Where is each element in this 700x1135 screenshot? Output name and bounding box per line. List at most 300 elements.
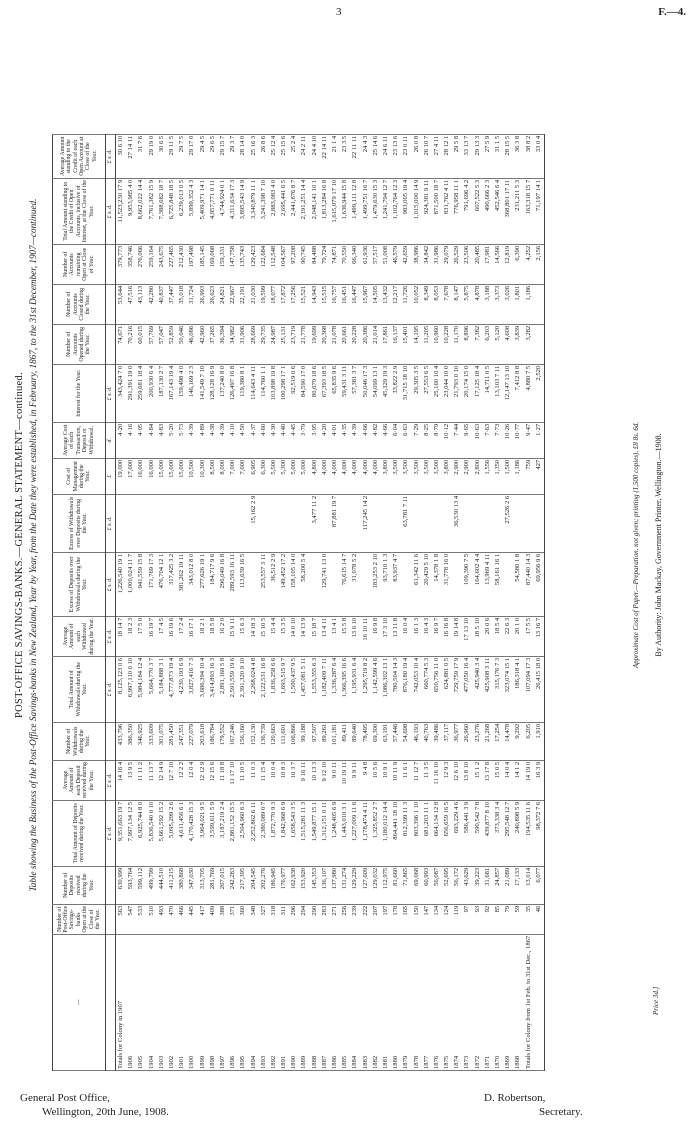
table-cell: 22 6 3 — [503, 616, 513, 656]
table-cell: 43,629 — [462, 866, 472, 904]
table-cell: 4·01 — [330, 422, 340, 458]
table-cell: 179,552 — [218, 722, 228, 760]
table-cell: 17,981 — [483, 244, 493, 284]
table-cell: 152,130 — [248, 722, 258, 760]
column-header: Total Amount of Deposits received during the Year. — [53, 800, 106, 866]
table-cell: 439,877 8 10 — [483, 800, 493, 866]
table-cell: 31,724 — [187, 284, 197, 324]
column-header: Excess of Withdrawals over Deposits during the Year. — [53, 494, 106, 552]
table-cell: 3,500 — [432, 458, 442, 494]
table-cell: 21,089 — [503, 866, 513, 904]
table-cell: 1,500 — [503, 458, 513, 494]
table-cell: 141,549 7 10 — [198, 364, 208, 422]
table-cell: 35 — [524, 904, 534, 934]
table-cell: 4,744,924 0 1 — [218, 178, 228, 244]
table-cell: 38,986 — [411, 244, 421, 284]
table-cell: 12,217 — [391, 284, 401, 324]
table-cell: 53,644 — [116, 284, 127, 324]
table-cell: 2,591,559 19 6 — [228, 656, 238, 722]
table-cell: 7·29 — [411, 422, 421, 458]
table-cell: 54,099 13 1 — [371, 364, 381, 422]
table-cell: 6,239,013 0 5 — [177, 178, 187, 244]
table-cell: 10,500 — [187, 458, 197, 494]
table-cell: 1,553,355 6 3 — [310, 656, 320, 722]
table-cell: 3,964,021 9 5 — [198, 800, 208, 866]
table-cell: 4·37 — [248, 422, 258, 458]
table-cell: 36,512 2 9 — [269, 552, 279, 616]
table-cell: 16 0 4 — [401, 616, 411, 656]
table-cell — [228, 494, 238, 552]
table-cell — [534, 494, 545, 552]
table-cell: 5,836,540 0 10 — [147, 800, 157, 866]
table-cell: 470 — [167, 904, 177, 934]
table-cell: 137,980 — [330, 866, 340, 904]
table-cell: 3,839 — [513, 324, 523, 364]
table-cell: 14,943 — [310, 284, 320, 324]
table-cell: 57,047 — [157, 324, 167, 364]
table-cell: 315,176 7 3 — [493, 656, 503, 722]
table-cell: 347,030 — [187, 866, 197, 904]
table-cell: 291,391 19 0 — [126, 364, 136, 422]
table-cell: 89,640 — [350, 722, 360, 760]
table-cell: 411,215 — [167, 866, 177, 904]
table-cell: 17,125 18 4 — [473, 364, 483, 422]
table-row — [411, 134, 421, 1070]
row-label: 1881 — [381, 934, 391, 1070]
table-cell: 533 — [136, 904, 146, 934]
table-cell: 90,745 — [299, 244, 309, 284]
table-cell: 22,967 — [228, 284, 238, 324]
table-cell — [279, 494, 289, 552]
table-cell: 1,499,111 12 8 — [350, 178, 360, 244]
table-cell: 78,495 — [361, 722, 371, 760]
table-cell: 100,298 17 1 — [279, 364, 289, 422]
table-cell: 240,898 5 9 — [513, 800, 523, 866]
unit-cell — [106, 934, 116, 1070]
table-cell: 23 3 5 — [340, 134, 350, 178]
row-label: 1870 — [493, 934, 503, 1070]
table-cell: 16 16 8 — [442, 616, 452, 656]
table-cell: 1,457,081 5 11 — [299, 656, 309, 722]
table-cell: 18,077 — [269, 284, 279, 324]
table-cell: 136,739 — [259, 722, 269, 760]
table-cell: 36 3 8 — [513, 134, 523, 178]
table-cell: 31,715 18 10 — [401, 364, 411, 422]
table-cell: 924,381 9 11 — [422, 178, 432, 244]
table-cell: 159,331 — [218, 244, 228, 284]
table-cell: 10 5 6 — [371, 760, 381, 800]
table-cell: 742,053 10 4 — [411, 656, 421, 722]
row-label: 1879 — [401, 934, 411, 1070]
table-cell — [462, 494, 472, 552]
table-cell — [381, 494, 391, 552]
column-header: Interest for the Year. — [53, 364, 106, 422]
table-cell: 25,131 — [279, 324, 289, 364]
table-cell: 3,895,543 14 9 — [238, 178, 248, 244]
table-cell: 2,881,152 15 5 — [228, 800, 238, 866]
table-cell: 33,822 2 9 — [391, 364, 401, 422]
row-label: 1896 — [228, 934, 238, 1070]
table-cell: 14 1 2 — [513, 760, 523, 800]
table-cell: 204,545 — [248, 866, 258, 904]
column-header: Average Amount of each Deposit received during the Year. — [53, 760, 106, 800]
unit-cell: £ s. d. — [106, 494, 116, 552]
row-label: 1903 — [157, 934, 167, 1070]
table-cell: 14 16 4 — [116, 760, 127, 800]
table-cell: 17 13 10 — [462, 616, 472, 656]
table-cell: 10·77 — [513, 422, 523, 458]
row-label: 1890 — [289, 934, 299, 1070]
table-cell: 433,796 — [116, 722, 127, 760]
table-cell: 36,394 — [218, 324, 228, 364]
table-cell: 74,871 — [330, 244, 340, 284]
table-cell: 4·89 — [198, 422, 208, 458]
table-cell: 1,312,151 0 11 — [320, 800, 330, 866]
table-cell: 136,107 — [320, 866, 330, 904]
table-cell: 864,441 18 10 — [391, 800, 401, 866]
column-header: Number of Accounts Closed during the Year. — [53, 284, 106, 324]
table-cell: 7,678 — [442, 284, 452, 324]
table-cell: 1,195,931 6 4 — [350, 656, 360, 722]
table-cell: 20,429 5 10 — [422, 552, 432, 616]
row-label: 1873 — [462, 934, 472, 1070]
table-cell: 3,187,219 2 4 — [218, 800, 228, 866]
table-cell: 163,318 15 7 — [524, 178, 534, 244]
table-cell: 24,821 — [218, 284, 228, 324]
table-cell: 3,500 — [411, 458, 421, 494]
table-cell: 56,087 — [432, 866, 442, 904]
signatory-name: D. Robertson, — [484, 1092, 546, 1104]
table-cell: 941,559 15 8 — [136, 552, 146, 616]
table-cell — [340, 494, 350, 552]
table-cell: 89,261 — [320, 722, 330, 760]
table-cell — [411, 494, 421, 552]
table-cell: 16 9 7 — [432, 616, 442, 656]
table-cell: 14,711 0 5 — [483, 364, 493, 422]
table-cell: 194,535 11 6 — [524, 800, 534, 866]
table-cell: 4·39 — [350, 422, 360, 458]
table-cell: 12 14 9 — [157, 760, 167, 800]
table-cell: 124 — [442, 904, 452, 934]
table-cell: 14,378 1 8 — [432, 552, 442, 616]
table-cell: 27 14 11 — [126, 134, 136, 178]
table-cell: 93,710 1 3 — [381, 552, 391, 616]
table-cell: 38 8 2 — [524, 134, 534, 178]
table-cell: 222 — [361, 904, 371, 934]
table-cell: 327 — [259, 904, 269, 934]
table-cell: 80,679 18 6 — [310, 364, 320, 422]
table-cell: 92 — [483, 904, 493, 934]
table-cell: 167,143 19 4 — [167, 364, 177, 422]
table-cell: 4,880 7 5 — [524, 364, 534, 422]
table-cell: 11 11 2 — [136, 760, 146, 800]
table-cell: 21,030 — [248, 284, 258, 324]
table-cell: 6,925,744 8 0 — [136, 800, 146, 866]
row-label: 1883 — [361, 934, 371, 1070]
table-cell: 162,938 — [289, 866, 299, 904]
table-cell: 87,440 14 3 — [524, 552, 534, 616]
table-cell: 15 18 7 — [310, 616, 320, 656]
table-cell: 31 7 6 — [136, 134, 146, 178]
table-cell: 3,500 — [391, 458, 401, 494]
table-cell: 79,724 — [320, 244, 330, 284]
table-cell: 21 1 4 — [330, 134, 340, 178]
table-cell: 23 13 6 — [391, 134, 401, 178]
office-line-2: Wellington, 20th June, 1908. — [42, 1106, 169, 1118]
table-cell: 27,526 2 6 — [503, 494, 513, 552]
table-cell: 4·66 — [381, 422, 391, 458]
row-label: 1892 — [269, 934, 279, 1070]
table-cell: 16,137 — [391, 324, 401, 364]
table-cell: 14 18 3 — [248, 616, 258, 656]
table-cell: 290 — [310, 904, 320, 934]
table-cell: 4·20 — [320, 422, 330, 458]
table-cell: 3,188 — [483, 284, 493, 324]
table-cell: 61,936 — [361, 244, 371, 284]
table-row — [116, 134, 127, 1070]
column-header: Number of Accounts remaining Open at Close of Year. — [53, 244, 106, 284]
table-cell: 12 15 6 — [208, 760, 218, 800]
table-cell: 28 15 5 — [503, 134, 513, 178]
office-line-1: General Post Office, — [20, 1092, 110, 1104]
table-cell: 4·84 — [147, 422, 157, 458]
table-cell: 7·73 — [493, 422, 503, 458]
table-cell: 212,430 — [177, 244, 187, 284]
table-cell: 6·04 — [391, 422, 401, 458]
table-cell — [361, 552, 371, 616]
table-cell — [371, 494, 381, 552]
table-cell: 200,930 6 4 — [147, 364, 157, 422]
table-cell: 7,000 — [228, 458, 238, 494]
table-cell: 29 4 5 — [198, 134, 208, 178]
table-cell: 3,686,394 10 4 — [198, 656, 208, 722]
table-cell: 28,669 — [248, 324, 258, 364]
table-cell: 10,052 — [411, 284, 421, 324]
table-cell: 2,380,089 0 7 — [259, 800, 269, 866]
table-cell: 14 0 10 — [289, 616, 299, 656]
row-label: 1882 — [371, 934, 381, 1070]
table-cell: 311 — [279, 904, 289, 934]
table-cell: 101,181 — [330, 722, 340, 760]
table-cell: 11 17 10 — [228, 760, 238, 800]
table-cell: 1,295,719 8 2 — [361, 656, 371, 722]
table-cell: 4·82 — [371, 422, 381, 458]
table-cell: 113,639 16 5 — [238, 552, 248, 616]
table-cell: 493 — [157, 904, 167, 934]
table-cell: 9 4 8 — [361, 760, 371, 800]
rotated-statement — [12, 15, 697, 1075]
table-cell: 167,246 — [228, 722, 238, 760]
table-cell: 24 4 10 — [310, 134, 320, 178]
table-cell: 6·63 — [401, 422, 411, 458]
column-header: — — [53, 934, 106, 1070]
table-cell: 18 2 3 — [126, 616, 136, 656]
table-cell: 4·20 — [116, 422, 127, 458]
row-label: 1876 — [432, 934, 442, 1070]
row-label: 1886 — [330, 934, 340, 1070]
table-cell: 29 19 0 — [147, 134, 157, 178]
table-cell: 165 — [401, 904, 411, 934]
table-cell: 57,446 — [391, 722, 401, 760]
unit-cell: £ s. d. — [106, 364, 116, 422]
table-row — [422, 134, 432, 1070]
table-cell: 5,984,184 12 4 — [136, 656, 146, 722]
table-row — [167, 134, 177, 1070]
table-cell: 20,174 15 0 — [462, 364, 472, 422]
table-cell: 444,510 — [157, 866, 167, 904]
table-cell: 295,548 12 7 — [503, 800, 513, 866]
table-cell — [208, 494, 218, 552]
table-cell: 3,373 — [493, 284, 503, 324]
table-cell: 135,743 — [238, 244, 248, 284]
table-cell: 28 12 1 — [442, 134, 452, 178]
table-cell: 301,075 — [157, 722, 167, 760]
table-cell: 1,500,437 9 5 — [289, 656, 299, 722]
table-cell: 271 — [330, 904, 340, 934]
table-cell: 21,778 — [299, 324, 309, 364]
table-cell: 39,486 — [432, 722, 442, 760]
table-cell: 5,095,299 2 6 — [167, 800, 177, 866]
table-cell: 360 — [238, 904, 248, 934]
table-cell: 37,447 — [167, 284, 177, 324]
unit-cell: £ s. d. — [106, 178, 116, 244]
table-cell: 5,184,888 3 1 — [157, 656, 167, 722]
table-cell: 277,626 19 1 — [198, 552, 208, 616]
table-row — [228, 134, 238, 1070]
table-cell: 92,519 0 6 — [289, 364, 299, 422]
table-cell: 4·39 — [187, 422, 197, 458]
row-label: 1899 — [198, 934, 208, 1070]
table-cell: 15 4 4 — [269, 616, 279, 656]
row-label: 1869 — [503, 934, 513, 1070]
table-cell: 812,399 11 3 — [401, 800, 411, 866]
table-cell: 388 — [218, 904, 228, 934]
table-cell: 2,900 — [462, 458, 472, 494]
row-label: 1904 — [147, 934, 157, 1070]
table-cell: 1,350 — [493, 458, 503, 494]
table-row — [503, 134, 513, 1070]
unit-cell: £ s. d. — [106, 800, 116, 866]
table-cell: 2,504,960 6 3 — [238, 800, 248, 866]
table-cell — [452, 552, 462, 616]
table-cell: 74,671 — [116, 324, 127, 364]
table-cell: 18 5 4 — [493, 616, 503, 656]
table-cell: 93 — [473, 904, 483, 934]
table-cell: 4·10 — [228, 422, 238, 458]
table-row — [534, 134, 545, 1070]
row-label: 1885 — [340, 934, 350, 1070]
table-cell: 1,178,474 4 11 — [361, 800, 371, 866]
table-cell: 25 12 4 — [269, 134, 279, 178]
table-cell: 259,164 — [147, 244, 157, 284]
table-cell: 10 9 1 — [381, 760, 391, 800]
table-cell: 8,125,123 0 6 — [116, 656, 127, 722]
table-cell: 176,977 — [279, 866, 289, 904]
table-cell: 379,773 — [116, 244, 127, 284]
table-cell — [493, 494, 503, 552]
table-cell: 6,390 — [513, 244, 523, 284]
table-cell: 983,005 19 4 — [401, 178, 411, 244]
table-row — [259, 134, 269, 1070]
table-cell — [126, 494, 136, 552]
table-cell: 1,615,079 17 10 — [330, 178, 340, 244]
table-cell: 14,478 — [503, 722, 513, 760]
unit-cell: £ s. d. — [106, 552, 116, 616]
row-label: 1902 — [167, 934, 177, 1070]
table-row — [462, 134, 472, 1070]
table-cell: 89,411 — [340, 722, 350, 760]
table-cell: 52,695 — [442, 866, 452, 904]
table-row — [187, 134, 197, 1070]
table-cell: 129,423 — [248, 244, 258, 284]
table-row — [391, 134, 401, 1070]
table-cell: 31,986 — [432, 244, 442, 284]
table-cell: 4·39 — [218, 422, 228, 458]
table-row — [136, 134, 146, 1070]
table-cell: 18 14 7 — [116, 616, 127, 656]
table-cell: 6,997,110 0 10 — [126, 656, 136, 722]
printer-authority: By Authority: John Mackay, Government Printer, Wellington.—1908. — [654, 433, 663, 657]
unit-cell — [106, 244, 116, 284]
table-cell: 17,000 — [126, 458, 136, 494]
row-label: Totals for Colony from 1st Feb. to 31st Dec., 1867 — [524, 934, 534, 1070]
table-row — [493, 134, 503, 1070]
table-cell: 67,393 18 5 — [320, 364, 330, 422]
table-cell: 317,425 3 2 — [167, 552, 177, 616]
table-row — [361, 134, 371, 1070]
table-cell: 129,741 13 0 — [320, 552, 330, 616]
table-cell: 12 2 2 — [177, 760, 187, 800]
table-cell: 2,268,024 4 8 — [248, 656, 258, 722]
table-cell: 45,329 19 3 — [381, 364, 391, 422]
column-header: Average Cost of each Transaction, Deposit or Withdrawal. — [53, 422, 106, 458]
table-cell: 664,134 12 8 — [432, 800, 442, 866]
table-cell: 13 4 1 — [330, 616, 340, 656]
table-cell: 81,660 — [391, 866, 401, 904]
table-cell: 4,611,456 6 1 — [177, 800, 187, 866]
table-cell: 5,661,592 15 2 — [157, 800, 167, 866]
table-cell: 29 7 5 — [177, 134, 187, 178]
table-cell: 30 6 5 — [157, 134, 167, 178]
table-cell: 510 — [147, 904, 157, 934]
table-cell: 18 2 1 — [198, 616, 208, 656]
table-cell: 21,078 — [330, 324, 340, 364]
table-cell: 12,147 13 10 — [503, 364, 513, 422]
table-row — [350, 134, 360, 1070]
table-cell: 6,077 — [534, 866, 545, 904]
table-cell: 25 2 4 — [289, 134, 299, 178]
table-cell: 4,170,428 15 3 — [187, 800, 197, 866]
table-cell: 1,015,000 14 9 — [411, 178, 421, 244]
table-cell: 13,969 4 11 — [483, 552, 493, 616]
table-cell: 186,784 — [208, 722, 218, 760]
table-row — [208, 134, 218, 1070]
table-cell: 5,300 — [279, 458, 289, 494]
table-cell: 10 0 4 — [269, 760, 279, 800]
table-cell: 607,522 5 3 — [473, 178, 483, 244]
table-cell: 4,777,873 19 4 — [167, 656, 177, 722]
table-cell — [320, 494, 330, 552]
table-cell: 85 — [493, 904, 503, 934]
table-cell: 11 15 4 — [259, 760, 269, 800]
table-cell: 17 4 5 — [157, 616, 167, 656]
table-cell: 20,228 — [350, 324, 360, 364]
price-note: Price 3d.] — [652, 986, 660, 1015]
table-cell: 184,717 9 6 — [208, 552, 218, 616]
table-cell: 15,967 — [361, 284, 371, 324]
table-cell: 31 1 5 — [493, 134, 503, 178]
table-cell: 183,253 2 10 — [371, 552, 381, 616]
